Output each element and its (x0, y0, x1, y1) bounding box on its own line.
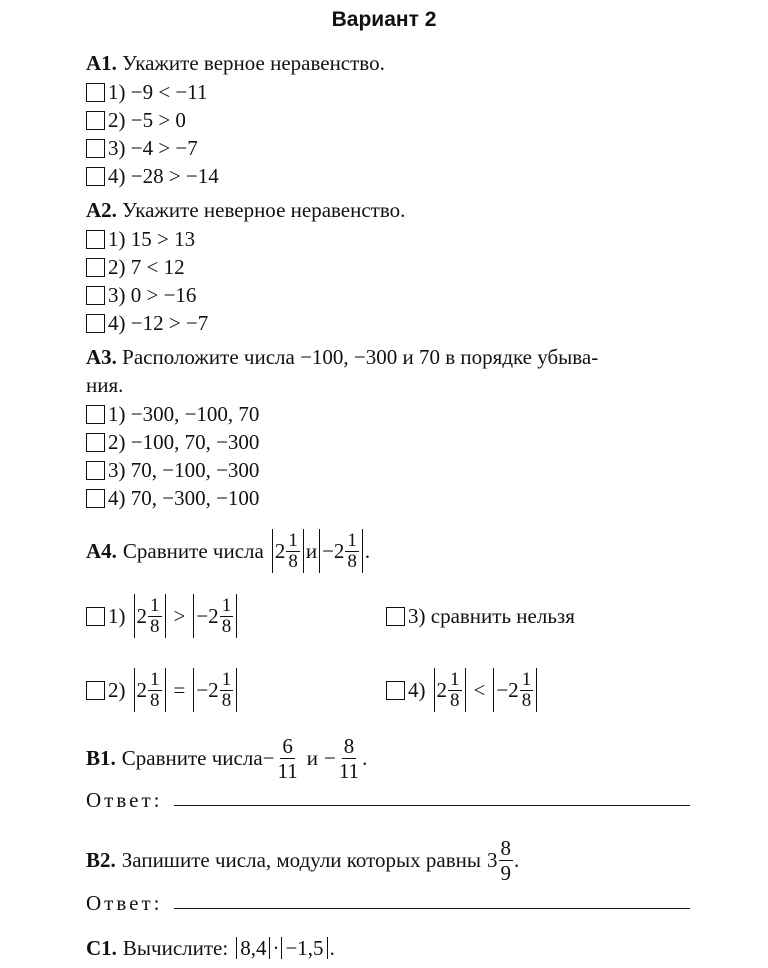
checkbox[interactable] (86, 167, 105, 186)
checkbox[interactable] (86, 258, 105, 277)
option-label: 4) 70, −300, −100 (108, 486, 260, 510)
abs-value-positive (434, 668, 466, 712)
denominator: 8 (521, 689, 532, 711)
fraction (345, 531, 359, 572)
numerator: 1 (347, 529, 357, 551)
question-b1 (86, 732, 367, 784)
conjunction: и (305, 539, 318, 563)
numerator: 1 (221, 594, 232, 616)
abs-value: −1,5 (281, 937, 327, 959)
checkbox[interactable] (86, 83, 105, 102)
numerator: 6 (282, 733, 293, 758)
question-id: А4. (86, 539, 117, 563)
fraction (148, 670, 162, 711)
question-c1 (86, 936, 335, 960)
option-label: 2) (108, 678, 126, 702)
a1-option-4[interactable] (86, 164, 219, 188)
fraction (148, 596, 162, 637)
fraction (220, 596, 234, 637)
fraction (520, 670, 534, 711)
abs-value: 8,4 (236, 937, 270, 959)
a2-option-3[interactable] (86, 283, 196, 307)
period: . (364, 539, 371, 563)
answer-label: Ответ: (86, 891, 163, 915)
comparison-sign: < (473, 678, 486, 702)
numerator: 1 (288, 529, 298, 551)
whole-part: 2 (274, 539, 286, 563)
period: . (514, 848, 520, 872)
checkbox[interactable] (86, 461, 105, 480)
option-label: 4) (408, 678, 426, 702)
checkbox[interactable] (86, 286, 105, 305)
checkbox[interactable] (386, 681, 405, 700)
a1-option-3[interactable] (86, 136, 198, 160)
denominator: 8 (450, 689, 460, 711)
question-text: Сравните числа (121, 746, 263, 770)
question-text: Укажите верное неравенство. (122, 51, 385, 75)
option-label: 3) −4 > −7 (108, 136, 198, 160)
question-id: В1. (86, 746, 116, 770)
question-id: А2. (86, 198, 117, 222)
a4-option-4[interactable] (386, 666, 539, 714)
comparison-sign: > (173, 604, 186, 628)
numerator: 1 (150, 594, 160, 616)
checkbox[interactable] (86, 139, 105, 158)
fraction (286, 531, 300, 572)
numerator: 8 (343, 733, 355, 758)
option-label: 1) 15 > 13 (108, 227, 196, 251)
option-label: 3) 0 > −16 (108, 283, 197, 307)
question-id: С1. (86, 936, 117, 960)
question-a3-continued (86, 373, 123, 397)
abs-value-negative (193, 668, 237, 712)
whole-part: −2 (496, 678, 519, 702)
a2-option-2[interactable] (86, 255, 185, 279)
option-label: 2) 7 < 12 (108, 255, 185, 279)
question-id: В2. (86, 848, 116, 872)
denominator: 8 (221, 615, 232, 637)
fraction (337, 734, 361, 783)
a3-option-4[interactable] (86, 486, 259, 510)
fraction (220, 670, 234, 711)
abs-value-negative (193, 594, 237, 638)
question-text: Укажите неверное неравенство. (122, 198, 406, 222)
question-id: А3. (86, 345, 117, 369)
period: . (329, 936, 335, 960)
a4-option-2[interactable] (86, 666, 239, 714)
a2-option-1[interactable] (86, 227, 195, 251)
checkbox[interactable] (386, 607, 405, 626)
a4-option-1[interactable] (86, 592, 239, 640)
checkbox[interactable] (86, 111, 105, 130)
denominator: 8 (288, 550, 298, 572)
denominator: 11 (277, 758, 298, 783)
a3-option-1[interactable] (86, 402, 259, 426)
option-expression (408, 668, 539, 712)
whole-part: 2 (136, 678, 147, 702)
whole-part: −2 (196, 604, 219, 628)
minus-sign: − (323, 746, 336, 770)
numerator: 1 (221, 668, 232, 690)
conjunction: и (306, 746, 318, 770)
fraction (276, 734, 300, 783)
page-title: Вариант 2 (331, 8, 437, 31)
question-id: А1. (86, 51, 117, 75)
fraction (448, 670, 462, 711)
option-label: 1) −9 < −11 (108, 80, 208, 104)
a1-option-2[interactable] (86, 108, 186, 132)
question-text: Запишите числа, модули которых равны (121, 848, 482, 872)
comparison-sign: = (173, 678, 186, 702)
numerator: 1 (521, 668, 532, 690)
checkbox[interactable] (86, 230, 105, 249)
option-label: 2) −100, 70, −300 (108, 430, 260, 454)
question-text: Вычислите: (122, 936, 229, 960)
question-a3 (86, 345, 598, 369)
checkbox[interactable] (86, 314, 105, 333)
a1-option-1[interactable] (86, 80, 208, 104)
option-expression (108, 668, 239, 712)
checkbox[interactable] (86, 681, 105, 700)
option-label: 1) −300, −100, 70 (108, 402, 260, 426)
abs-value-positive (134, 668, 166, 712)
whole-part: 3 (487, 848, 498, 872)
numerator: 1 (450, 668, 460, 690)
b2-answer-line[interactable] (174, 908, 690, 909)
option-label: 4) −12 > −7 (108, 311, 209, 335)
abs-value-negative (493, 668, 537, 712)
minus-sign: − (262, 746, 275, 770)
question-text: ния. (86, 373, 124, 397)
denominator: 9 (500, 860, 512, 885)
option-label: 1) (108, 604, 126, 628)
a4-option-3[interactable] (386, 604, 575, 628)
option-label: 4) −28 > −14 (108, 164, 219, 188)
b1-answer-line[interactable] (174, 805, 690, 806)
question-text: Сравните числа (122, 539, 264, 563)
question-a2 (86, 198, 405, 222)
whole-part: −2 (196, 678, 219, 702)
question-b2 (86, 834, 519, 886)
abs-value-negative (319, 529, 363, 573)
checkbox[interactable] (86, 405, 105, 424)
checkbox[interactable] (86, 433, 105, 452)
checkbox[interactable] (86, 607, 105, 626)
option-label: 2) −5 > 0 (108, 108, 186, 132)
answer-label: Ответ: (86, 788, 163, 812)
abs-value-positive (134, 594, 166, 638)
a3-option-2[interactable] (86, 430, 259, 454)
whole-part: 2 (136, 604, 147, 628)
whole-part: 2 (436, 678, 447, 702)
option-label: 3) 70, −100, −300 (108, 458, 260, 482)
numerator: 8 (500, 835, 512, 860)
a2-option-4[interactable] (86, 311, 208, 335)
abs-value-positive (272, 529, 304, 573)
question-text: Расположите числа −100, −300 и 70 в порядке убыва- (122, 345, 599, 369)
question-a4 (86, 527, 370, 575)
checkbox[interactable] (86, 489, 105, 508)
denominator: 8 (150, 689, 160, 711)
option-expression (108, 594, 239, 638)
denominator: 8 (150, 615, 160, 637)
a3-option-3[interactable] (86, 458, 259, 482)
fraction (499, 836, 514, 885)
denominator: 11 (338, 758, 360, 783)
denominator: 8 (347, 550, 357, 572)
whole-part: −2 (322, 539, 345, 563)
numerator: 1 (150, 668, 160, 690)
denominator: 8 (221, 689, 232, 711)
question-a1 (86, 51, 385, 75)
multiply-sign: · (272, 936, 280, 960)
option-label: 3) сравнить нельзя (408, 604, 575, 628)
period: . (362, 746, 368, 770)
